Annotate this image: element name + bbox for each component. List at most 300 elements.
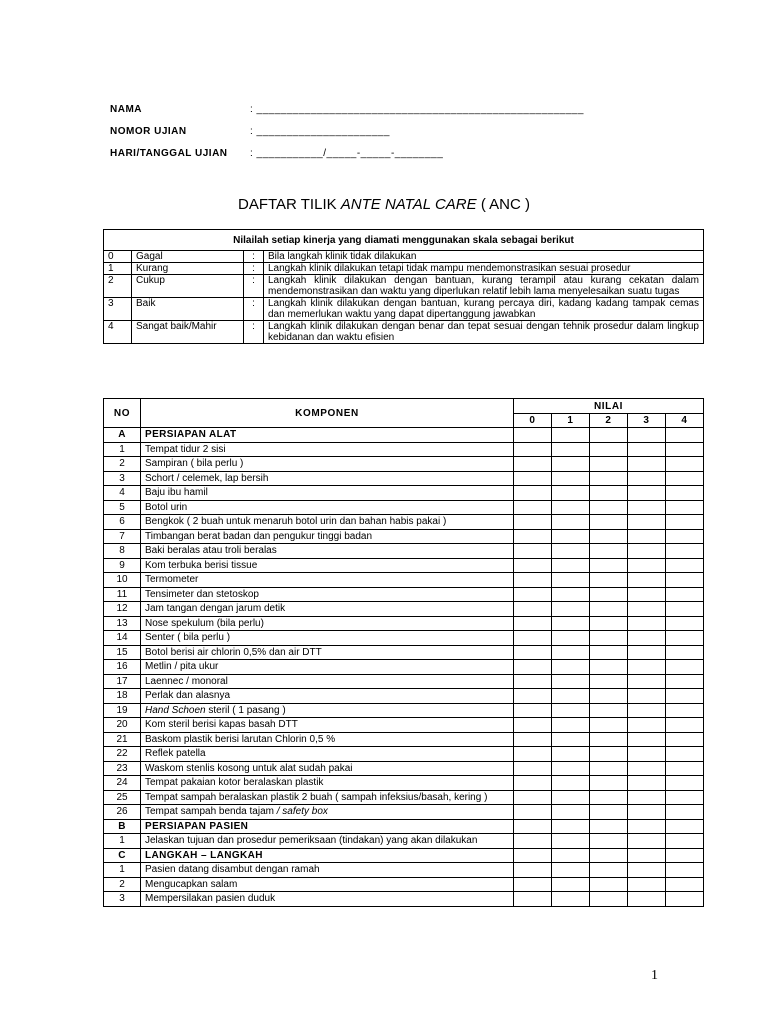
row-komponen <box>141 558 514 573</box>
score-cell-3[interactable] <box>628 877 666 892</box>
score-cell-0[interactable] <box>514 790 552 805</box>
row-no: 5 <box>104 500 141 515</box>
row-no: 13 <box>104 616 141 631</box>
table-row <box>104 500 704 515</box>
score-cell-4[interactable] <box>666 703 704 718</box>
score-cell-2[interactable] <box>590 805 628 820</box>
row-komponen <box>141 790 514 805</box>
row-no: 1 <box>104 442 141 457</box>
scale-row <box>104 263 704 275</box>
row-no: 7 <box>104 529 141 544</box>
score-cell-1[interactable] <box>552 689 590 704</box>
score-cell-2[interactable] <box>590 544 628 559</box>
row-komponen-text: steril ( 1 pasang ) <box>208 704 286 716</box>
score-cell-3[interactable] <box>628 471 666 486</box>
row-komponen <box>141 848 514 863</box>
row-komponen-italic: Hand Schoen <box>145 704 206 716</box>
score-cell-3[interactable] <box>628 674 666 689</box>
row-komponen <box>141 471 514 486</box>
row-komponen <box>141 892 514 907</box>
score-cell-2[interactable] <box>590 761 628 776</box>
score-cell-2[interactable] <box>590 660 628 675</box>
score-cell-2[interactable] <box>590 442 628 457</box>
score-cell-0[interactable] <box>514 529 552 544</box>
scale-table <box>103 229 704 344</box>
score-cell-4[interactable] <box>666 587 704 602</box>
nomor-ujian-label: NOMOR UJIAN <box>110 126 187 137</box>
row-no: 3 <box>104 471 141 486</box>
score-cell-3[interactable] <box>628 529 666 544</box>
score-cell-2[interactable] <box>590 892 628 907</box>
table-row <box>104 558 704 573</box>
row-komponen <box>141 674 514 689</box>
score-cell-1[interactable] <box>552 805 590 820</box>
scale-row <box>104 275 704 298</box>
score-cell-3[interactable] <box>628 776 666 791</box>
score-cell-2[interactable] <box>590 718 628 733</box>
score-cell-0[interactable] <box>514 631 552 646</box>
score-cell-3[interactable] <box>628 805 666 820</box>
row-komponen <box>141 515 514 530</box>
row-komponen <box>141 718 514 733</box>
score-cell-1[interactable] <box>552 558 590 573</box>
score-cell-4[interactable] <box>666 457 704 472</box>
score-cell-2[interactable] <box>590 529 628 544</box>
row-komponen-text: Bengkok ( 2 buah untuk menaruh botol urin dan bahan habis pakai ) <box>145 516 447 528</box>
score-cell-1[interactable] <box>552 573 590 588</box>
section-row <box>104 428 704 443</box>
score-cell-2[interactable] <box>590 732 628 747</box>
row-komponen-text: Waskom stenlis kosong untuk alat sudah pakai <box>145 762 353 774</box>
score-cell-3[interactable] <box>628 486 666 501</box>
row-komponen-text: Sampiran ( bila perlu ) <box>145 458 244 470</box>
scale-row <box>104 251 704 263</box>
row-no: 1 <box>104 863 141 878</box>
score-cell-1[interactable] <box>552 602 590 617</box>
table-row <box>104 790 704 805</box>
table-row <box>104 834 704 849</box>
row-komponen <box>141 587 514 602</box>
scale-sep: : <box>244 251 264 263</box>
score-cell-0[interactable] <box>514 848 552 863</box>
scale-desc: Langkah klinik dilakukan dengan bantuan, kurang terampil atau kurang cekatan dalam mendemonstrasikan dan waktu yang diperlukan relatif lebih lama menyelesaikan suatu tugas <box>264 275 704 298</box>
score-cell-4[interactable] <box>666 892 704 907</box>
score-cell-2[interactable] <box>590 819 628 834</box>
score-cell-3[interactable] <box>628 645 666 660</box>
score-cell-3[interactable] <box>628 819 666 834</box>
row-komponen <box>141 834 514 849</box>
score-cell-1[interactable] <box>552 877 590 892</box>
score-cell-0[interactable] <box>514 428 552 443</box>
row-no: 17 <box>104 674 141 689</box>
score-cell-4[interactable] <box>666 718 704 733</box>
score-cell-1[interactable] <box>552 471 590 486</box>
page-title <box>0 196 768 213</box>
row-no: 21 <box>104 732 141 747</box>
score-cell-3[interactable] <box>628 558 666 573</box>
score-cell-0[interactable] <box>514 587 552 602</box>
table-row <box>104 718 704 733</box>
score-cell-4[interactable] <box>666 747 704 762</box>
score-cell-2[interactable] <box>590 602 628 617</box>
score-cell-4[interactable] <box>666 732 704 747</box>
score-cell-2[interactable] <box>590 428 628 443</box>
row-komponen-text: Kom steril berisi kapas basah DTT <box>145 719 298 731</box>
score-cell-2[interactable] <box>590 616 628 631</box>
score-cell-2[interactable] <box>590 457 628 472</box>
scale-label: Cukup <box>132 275 244 298</box>
table-row <box>104 457 704 472</box>
row-no: 22 <box>104 747 141 762</box>
table-row <box>104 877 704 892</box>
score-cell-4[interactable] <box>666 645 704 660</box>
row-no: 14 <box>104 631 141 646</box>
score-cell-2[interactable] <box>590 631 628 646</box>
table-row <box>104 863 704 878</box>
row-no: 10 <box>104 573 141 588</box>
row-komponen-text: Timbangan berat badan dan pengukur tinggi badan <box>145 530 373 542</box>
score-cell-3[interactable] <box>628 515 666 530</box>
row-komponen <box>141 529 514 544</box>
score-cell-4[interactable] <box>666 660 704 675</box>
table-row <box>104 805 704 820</box>
score-cell-0[interactable] <box>514 602 552 617</box>
score-cell-0[interactable] <box>514 558 552 573</box>
score-cell-2[interactable] <box>590 674 628 689</box>
score-cell-3[interactable] <box>628 428 666 443</box>
score-cell-3[interactable] <box>628 747 666 762</box>
score-cell-4[interactable] <box>666 834 704 849</box>
row-no: 11 <box>104 587 141 602</box>
score-cell-1[interactable] <box>552 834 590 849</box>
table-row <box>104 732 704 747</box>
row-no: 9 <box>104 558 141 573</box>
score-cell-0[interactable] <box>514 500 552 515</box>
table-row <box>104 660 704 675</box>
score-cell-0[interactable] <box>514 471 552 486</box>
row-komponen-text: Mempersilakan pasien duduk <box>145 893 276 905</box>
score-cell-1[interactable] <box>552 776 590 791</box>
row-komponen-text: PERSIAPAN ALAT <box>145 429 237 441</box>
score-cell-4[interactable] <box>666 863 704 878</box>
score-cell-1[interactable] <box>552 544 590 559</box>
nomor-ujian-value: : ______________________ <box>250 126 390 137</box>
row-komponen-text: Nose spekulum (bila perlu) <box>145 617 264 629</box>
page-number: 1 <box>651 968 658 983</box>
score-cell-2[interactable] <box>590 587 628 602</box>
score-cell-2[interactable] <box>590 834 628 849</box>
table-row <box>104 747 704 762</box>
row-komponen <box>141 631 514 646</box>
scale-no: 4 <box>104 321 132 344</box>
row-no: 18 <box>104 689 141 704</box>
score-cell-2[interactable] <box>590 863 628 878</box>
score-cell-3[interactable] <box>628 848 666 863</box>
table-row <box>104 442 704 457</box>
score-cell-1[interactable] <box>552 442 590 457</box>
table-row <box>104 892 704 907</box>
score-cell-3[interactable] <box>628 703 666 718</box>
score-cell-3[interactable] <box>628 718 666 733</box>
score-cell-1[interactable] <box>552 703 590 718</box>
score-cell-4[interactable] <box>666 616 704 631</box>
score-cell-0[interactable] <box>514 892 552 907</box>
row-komponen <box>141 544 514 559</box>
score-cell-0[interactable] <box>514 863 552 878</box>
score-cell-4[interactable] <box>666 515 704 530</box>
score-cell-4[interactable] <box>666 877 704 892</box>
scale-heading: Nilailah setiap kinerja yang diamati menggunakan skala sebagai berikut <box>104 230 704 251</box>
score-cell-3[interactable] <box>628 790 666 805</box>
score-cell-4[interactable] <box>666 674 704 689</box>
nama-label: NAMA <box>110 104 142 115</box>
score-cell-4[interactable] <box>666 500 704 515</box>
score-cell-4[interactable] <box>666 471 704 486</box>
row-komponen <box>141 805 514 820</box>
row-komponen <box>141 442 514 457</box>
row-no: 19 <box>104 703 141 718</box>
score-cell-1[interactable] <box>552 457 590 472</box>
score-cell-3[interactable] <box>628 732 666 747</box>
score-cell-2[interactable] <box>590 848 628 863</box>
score-cell-1[interactable] <box>552 863 590 878</box>
score-cell-4[interactable] <box>666 558 704 573</box>
scale-row <box>104 321 704 344</box>
score-cell-0[interactable] <box>514 544 552 559</box>
score-cell-0[interactable] <box>514 674 552 689</box>
row-komponen-text: PERSIAPAN PASIEN <box>145 820 249 832</box>
section-row <box>104 819 704 834</box>
score-cell-0[interactable] <box>514 819 552 834</box>
row-no: 16 <box>104 660 141 675</box>
row-komponen-text: Termometer <box>145 574 199 586</box>
score-cell-0[interactable] <box>514 761 552 776</box>
score-cell-1[interactable] <box>552 645 590 660</box>
score-cell-3[interactable] <box>628 689 666 704</box>
score-cell-1[interactable] <box>552 486 590 501</box>
scale-label: Sangat baik/Mahir <box>132 321 244 344</box>
scale-desc: Bila langkah klinik tidak dilakukan <box>264 251 704 263</box>
score-cell-0[interactable] <box>514 834 552 849</box>
score-cell-1[interactable] <box>552 892 590 907</box>
score-cell-2[interactable] <box>590 558 628 573</box>
row-no: 3 <box>104 892 141 907</box>
score-cell-2[interactable] <box>590 790 628 805</box>
score-cell-4[interactable] <box>666 486 704 501</box>
row-no: 4 <box>104 486 141 501</box>
row-komponen <box>141 500 514 515</box>
scale-no: 0 <box>104 251 132 263</box>
score-cell-0[interactable] <box>514 689 552 704</box>
score-cell-4[interactable] <box>666 544 704 559</box>
score-cell-1[interactable] <box>552 732 590 747</box>
row-komponen-text: Tempat tidur 2 sisi <box>145 443 226 455</box>
score-cell-0[interactable] <box>514 877 552 892</box>
score-cell-0[interactable] <box>514 747 552 762</box>
scale-desc: Langkah klinik dilakukan dengan bantuan, kurang percaya diri, kadang kadang tampak cemas dan memerlukan waktu yang dapat dipertanggung jawabkan <box>264 298 704 321</box>
row-komponen-italic-after: / safety box <box>276 806 328 818</box>
score-cell-4[interactable] <box>666 428 704 443</box>
score-cell-1[interactable] <box>552 790 590 805</box>
score-cell-2[interactable] <box>590 689 628 704</box>
row-komponen-text: Pasien datang disambut dengan ramah <box>145 864 320 876</box>
scale-sep: : <box>244 275 264 298</box>
table-row <box>104 674 704 689</box>
score-cell-0[interactable] <box>514 718 552 733</box>
score-header-0: 0 <box>514 414 552 428</box>
score-cell-1[interactable] <box>552 631 590 646</box>
scale-sep: : <box>244 321 264 344</box>
score-cell-0[interactable] <box>514 616 552 631</box>
row-komponen <box>141 703 514 718</box>
row-komponen-text: Perlak dan alasnya <box>145 690 231 702</box>
components-table <box>103 398 704 907</box>
score-cell-1[interactable] <box>552 660 590 675</box>
row-komponen <box>141 776 514 791</box>
row-komponen-text: Metlin / pita ukur <box>145 661 219 673</box>
score-cell-4[interactable] <box>666 602 704 617</box>
score-cell-4[interactable] <box>666 776 704 791</box>
row-komponen <box>141 660 514 675</box>
row-komponen-text: Laennec / monoral <box>145 675 228 687</box>
hari-tanggal-value: : ___________/_____-_____-________ <box>250 148 444 159</box>
score-cell-3[interactable] <box>628 616 666 631</box>
score-cell-2[interactable] <box>590 877 628 892</box>
score-cell-1[interactable] <box>552 587 590 602</box>
section-row <box>104 848 704 863</box>
scale-no: 3 <box>104 298 132 321</box>
row-komponen-text: Reflek patella <box>145 748 206 760</box>
row-komponen <box>141 819 514 834</box>
score-cell-1[interactable] <box>552 761 590 776</box>
row-komponen <box>141 689 514 704</box>
score-cell-3[interactable] <box>628 500 666 515</box>
score-cell-2[interactable] <box>590 573 628 588</box>
scale-row <box>104 298 704 321</box>
score-cell-2[interactable] <box>590 515 628 530</box>
score-cell-1[interactable] <box>552 529 590 544</box>
score-cell-4[interactable] <box>666 573 704 588</box>
score-cell-0[interactable] <box>514 732 552 747</box>
score-cell-0[interactable] <box>514 703 552 718</box>
score-cell-2[interactable] <box>590 486 628 501</box>
score-cell-3[interactable] <box>628 442 666 457</box>
score-cell-0[interactable] <box>514 805 552 820</box>
score-cell-3[interactable] <box>628 587 666 602</box>
row-komponen <box>141 863 514 878</box>
row-komponen-text: Baju ibu hamil <box>145 487 208 499</box>
row-komponen <box>141 602 514 617</box>
row-komponen-text: Tempat sampah beralaskan plastik 2 buah ( sampah infeksius/basah, kering ) <box>145 791 488 803</box>
score-cell-4[interactable] <box>666 819 704 834</box>
score-cell-0[interactable] <box>514 660 552 675</box>
score-cell-3[interactable] <box>628 660 666 675</box>
row-komponen-text: Jam tangan dengan jarum detik <box>145 603 286 615</box>
score-cell-1[interactable] <box>552 819 590 834</box>
row-no: 2 <box>104 457 141 472</box>
row-no: 25 <box>104 790 141 805</box>
scale-label: Baik <box>132 298 244 321</box>
score-cell-1[interactable] <box>552 848 590 863</box>
scale-sep: : <box>244 263 264 275</box>
score-cell-0[interactable] <box>514 573 552 588</box>
row-no: B <box>104 819 141 834</box>
row-komponen-text: Tempat pakaian kotor beralaskan plastik <box>145 777 324 789</box>
table-row <box>104 486 704 501</box>
score-cell-3[interactable] <box>628 761 666 776</box>
score-cell-2[interactable] <box>590 703 628 718</box>
score-cell-3[interactable] <box>628 457 666 472</box>
score-cell-1[interactable] <box>552 674 590 689</box>
score-cell-4[interactable] <box>666 805 704 820</box>
score-cell-2[interactable] <box>590 500 628 515</box>
row-komponen <box>141 573 514 588</box>
scale-no: 2 <box>104 275 132 298</box>
table-row <box>104 776 704 791</box>
score-cell-4[interactable] <box>666 442 704 457</box>
row-no: 23 <box>104 761 141 776</box>
row-no: A <box>104 428 141 443</box>
score-cell-3[interactable] <box>628 834 666 849</box>
score-cell-3[interactable] <box>628 544 666 559</box>
score-cell-4[interactable] <box>666 631 704 646</box>
row-komponen <box>141 428 514 443</box>
row-komponen-text: Baskom plastik berisi larutan Chlorin 0,5 % <box>145 733 336 745</box>
col-nilai-header: NILAI <box>514 399 704 414</box>
score-cell-0[interactable] <box>514 486 552 501</box>
col-komponen-header: KOMPONEN <box>141 399 514 428</box>
score-cell-3[interactable] <box>628 631 666 646</box>
row-no: C <box>104 848 141 863</box>
score-cell-2[interactable] <box>590 776 628 791</box>
row-no: 24 <box>104 776 141 791</box>
score-cell-3[interactable] <box>628 863 666 878</box>
score-cell-1[interactable] <box>552 616 590 631</box>
score-cell-1[interactable] <box>552 718 590 733</box>
row-komponen-text: Mengucapkan salam <box>145 878 238 890</box>
score-cell-4[interactable] <box>666 529 704 544</box>
row-komponen-text: Tensimeter dan stetoskop <box>145 588 259 600</box>
score-cell-4[interactable] <box>666 761 704 776</box>
row-komponen <box>141 616 514 631</box>
table-row <box>104 587 704 602</box>
score-cell-0[interactable] <box>514 442 552 457</box>
score-cell-2[interactable] <box>590 471 628 486</box>
score-cell-3[interactable] <box>628 892 666 907</box>
score-cell-2[interactable] <box>590 645 628 660</box>
score-cell-0[interactable] <box>514 645 552 660</box>
row-no: 12 <box>104 602 141 617</box>
score-cell-1[interactable] <box>552 428 590 443</box>
row-komponen-text: Botol berisi air chlorin 0,5% dan air DTT <box>145 646 322 658</box>
table-row <box>104 515 704 530</box>
score-cell-0[interactable] <box>514 776 552 791</box>
score-cell-0[interactable] <box>514 457 552 472</box>
score-cell-0[interactable] <box>514 515 552 530</box>
score-cell-4[interactable] <box>666 790 704 805</box>
score-cell-1[interactable] <box>552 500 590 515</box>
score-cell-4[interactable] <box>666 848 704 863</box>
score-cell-2[interactable] <box>590 747 628 762</box>
row-komponen-text: Tempat sampah benda tajam <box>145 806 277 818</box>
score-cell-3[interactable] <box>628 602 666 617</box>
score-cell-1[interactable] <box>552 747 590 762</box>
score-cell-3[interactable] <box>628 573 666 588</box>
hari-tanggal-label: HARI/TANGGAL UJIAN <box>110 148 228 159</box>
score-cell-4[interactable] <box>666 689 704 704</box>
score-cell-1[interactable] <box>552 515 590 530</box>
table-row <box>104 471 704 486</box>
